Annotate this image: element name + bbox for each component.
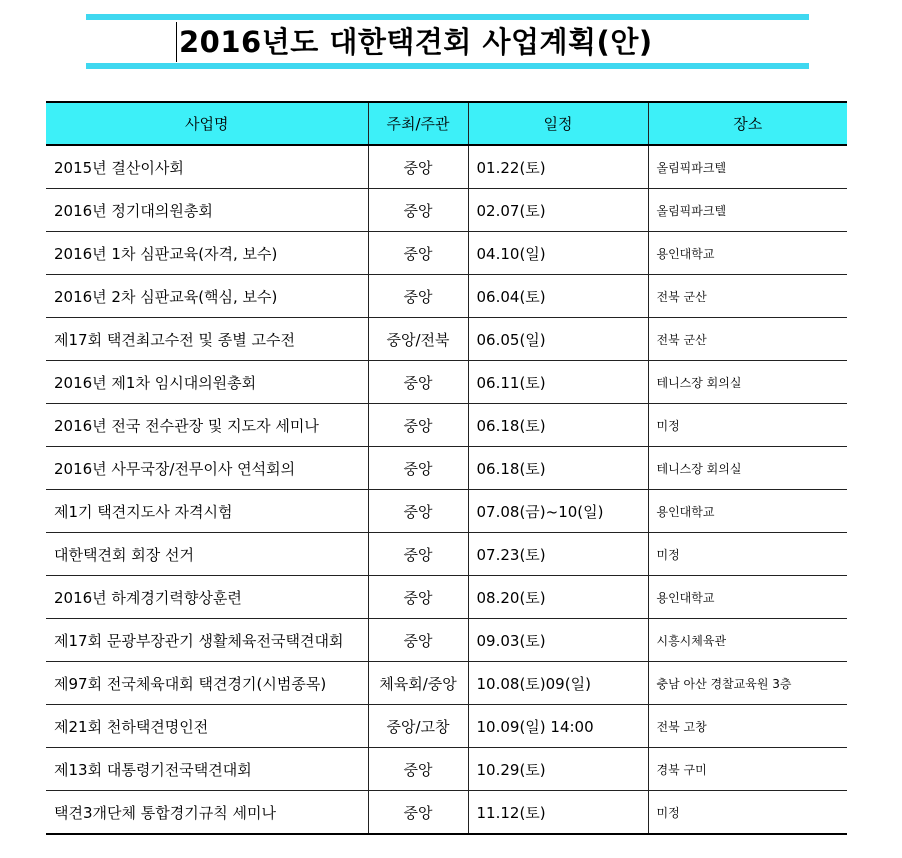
cell-host: 중앙 bbox=[368, 748, 468, 791]
cell-place: 전북 군산 bbox=[648, 318, 847, 361]
table-row bbox=[46, 189, 847, 232]
table-row bbox=[46, 533, 847, 576]
cell-place: 경북 구미 bbox=[648, 748, 847, 791]
page-title: 2016년도 대한택견회 사업계획(안) bbox=[176, 22, 653, 62]
cell-name: 택견3개단체 통합경기규칙 세미나 bbox=[46, 791, 368, 835]
cell-date: 11.12(토) bbox=[468, 791, 648, 835]
table-row bbox=[46, 791, 847, 835]
table-row bbox=[46, 748, 847, 791]
header-host: 주최/주관 bbox=[368, 102, 468, 145]
cell-place: 미정 bbox=[648, 791, 847, 835]
cell-date: 10.09(일) 14:00 bbox=[468, 705, 648, 748]
business-plan-table bbox=[46, 101, 847, 835]
cell-date: 06.18(토) bbox=[468, 447, 648, 490]
cell-place: 용인대학교 bbox=[648, 576, 847, 619]
cell-name: 2016년 전국 전수관장 및 지도자 세미나 bbox=[46, 404, 368, 447]
cell-date: 07.23(토) bbox=[468, 533, 648, 576]
cell-place: 시흥시체육관 bbox=[648, 619, 847, 662]
table-row bbox=[46, 361, 847, 404]
cell-name: 제97회 전국체육대회 택견경기(시범종목) bbox=[46, 662, 368, 705]
header-place: 장소 bbox=[648, 102, 847, 145]
cell-host: 중앙 bbox=[368, 533, 468, 576]
cell-place: 전북 고창 bbox=[648, 705, 847, 748]
cell-host: 중앙 bbox=[368, 232, 468, 275]
cell-place: 충남 아산 경찰교육원 3층 bbox=[648, 662, 847, 705]
cell-name: 2016년 1차 심판교육(자격, 보수) bbox=[46, 232, 368, 275]
title-band bbox=[86, 14, 809, 69]
table-row bbox=[46, 145, 847, 189]
cell-host: 중앙/고창 bbox=[368, 705, 468, 748]
cell-place: 테니스장 회의실 bbox=[648, 447, 847, 490]
cell-host: 중앙 bbox=[368, 404, 468, 447]
cell-host: 중앙/전북 bbox=[368, 318, 468, 361]
cell-place: 용인대학교 bbox=[648, 232, 847, 275]
cell-date: 02.07(토) bbox=[468, 189, 648, 232]
cell-date: 09.03(토) bbox=[468, 619, 648, 662]
cell-host: 중앙 bbox=[368, 145, 468, 189]
cell-name: 제13회 대통령기전국택견대회 bbox=[46, 748, 368, 791]
cell-place: 용인대학교 bbox=[648, 490, 847, 533]
cell-date: 08.20(토) bbox=[468, 576, 648, 619]
cell-host: 중앙 bbox=[368, 361, 468, 404]
table-row bbox=[46, 447, 847, 490]
cell-place: 올림픽파크텔 bbox=[648, 189, 847, 232]
cell-host: 중앙 bbox=[368, 576, 468, 619]
table-row bbox=[46, 318, 847, 361]
table-body bbox=[46, 145, 847, 834]
cell-name: 2016년 정기대의원총회 bbox=[46, 189, 368, 232]
table-row bbox=[46, 232, 847, 275]
cell-place: 미정 bbox=[648, 533, 847, 576]
cell-name: 2015년 결산이사회 bbox=[46, 145, 368, 189]
cell-name: 제17회 택견최고수전 및 종별 고수전 bbox=[46, 318, 368, 361]
title-top-bar bbox=[86, 14, 809, 20]
table-row bbox=[46, 619, 847, 662]
cell-host: 중앙 bbox=[368, 619, 468, 662]
table-row bbox=[46, 705, 847, 748]
cell-date: 06.04(토) bbox=[468, 275, 648, 318]
cell-date: 04.10(일) bbox=[468, 232, 648, 275]
cell-name: 2016년 하계경기력향상훈련 bbox=[46, 576, 368, 619]
cell-host: 중앙 bbox=[368, 447, 468, 490]
cell-date: 10.08(토)09(일) bbox=[468, 662, 648, 705]
cell-host: 중앙 bbox=[368, 490, 468, 533]
cell-name: 제17회 문광부장관기 생활체육전국택견대회 bbox=[46, 619, 368, 662]
cell-date: 10.29(토) bbox=[468, 748, 648, 791]
cell-name: 제1기 택견지도사 자격시험 bbox=[46, 490, 368, 533]
table-row bbox=[46, 275, 847, 318]
cell-name: 2016년 2차 심판교육(핵심, 보수) bbox=[46, 275, 368, 318]
header-date: 일정 bbox=[468, 102, 648, 145]
table-row bbox=[46, 490, 847, 533]
table-row bbox=[46, 576, 847, 619]
cell-place: 올림픽파크텔 bbox=[648, 145, 847, 189]
title-bottom-bar bbox=[86, 63, 809, 69]
cell-date: 06.11(토) bbox=[468, 361, 648, 404]
cell-name: 2016년 제1차 임시대의원총회 bbox=[46, 361, 368, 404]
cell-date: 01.22(토) bbox=[468, 145, 648, 189]
cell-place: 미정 bbox=[648, 404, 847, 447]
cell-name: 제21회 천하택견명인전 bbox=[46, 705, 368, 748]
cell-place: 전북 군산 bbox=[648, 275, 847, 318]
cell-host: 체육회/중앙 bbox=[368, 662, 468, 705]
table-row bbox=[46, 404, 847, 447]
cell-host: 중앙 bbox=[368, 791, 468, 835]
cell-date: 06.05(일) bbox=[468, 318, 648, 361]
cell-host: 중앙 bbox=[368, 275, 468, 318]
cell-date: 06.18(토) bbox=[468, 404, 648, 447]
header-name: 사업명 bbox=[46, 102, 368, 145]
cell-date: 07.08(금)~10(일) bbox=[468, 490, 648, 533]
cell-name: 대한택견회 회장 선거 bbox=[46, 533, 368, 576]
cell-name: 2016년 사무국장/전무이사 연석회의 bbox=[46, 447, 368, 490]
cell-place: 테니스장 회의실 bbox=[648, 361, 847, 404]
cell-host: 중앙 bbox=[368, 189, 468, 232]
table-header-row bbox=[46, 102, 847, 145]
table-row bbox=[46, 662, 847, 705]
